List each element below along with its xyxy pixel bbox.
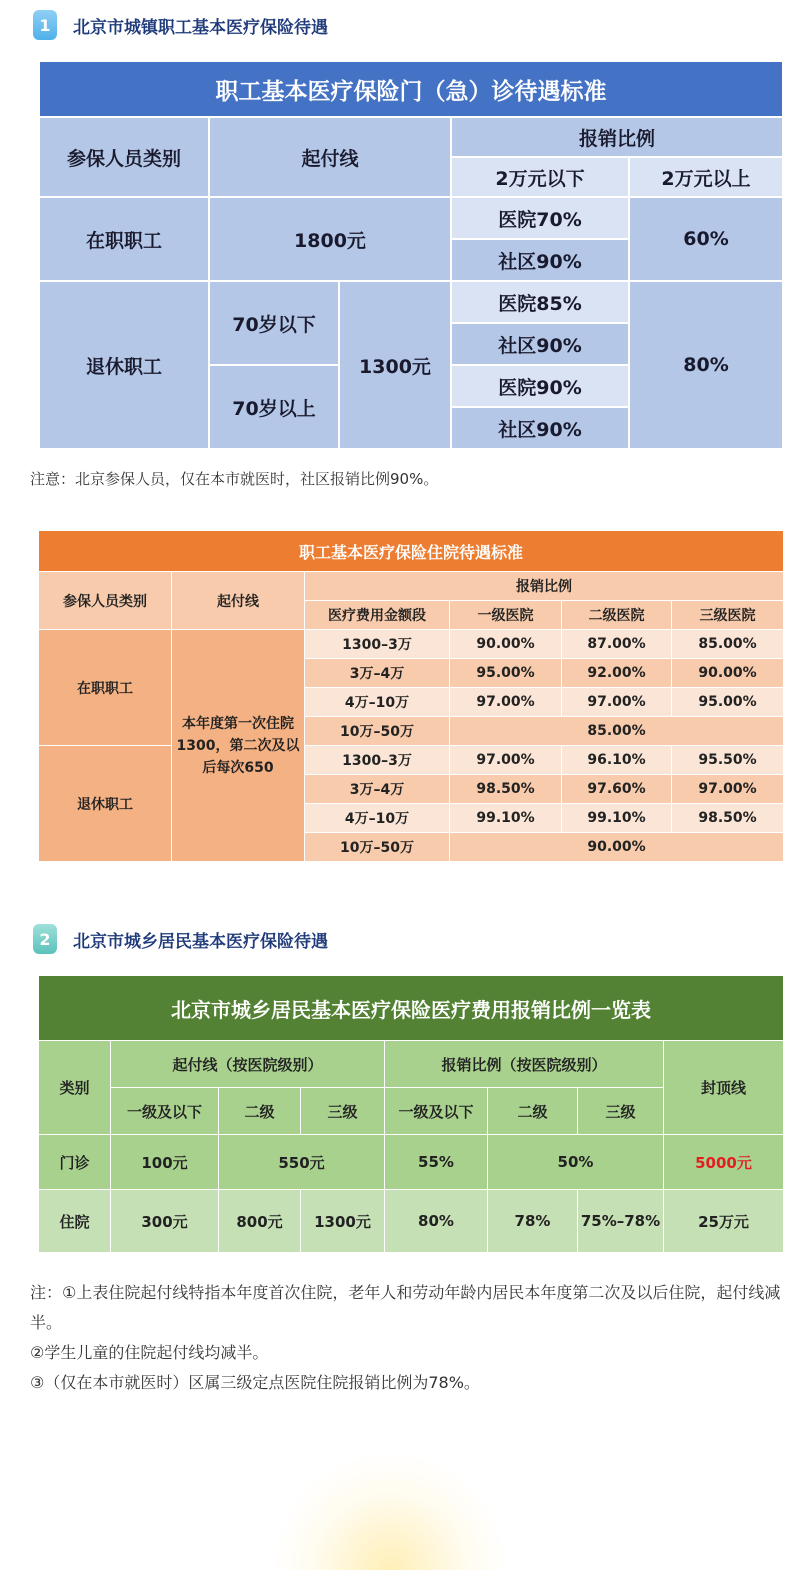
header-ratio: 报销比例 bbox=[451, 117, 783, 157]
header-above-20k: 2万元以上 bbox=[629, 157, 783, 197]
header-deductible: 起付线 bbox=[172, 572, 305, 630]
note-text: 注意：北京参保人员，仅在本市就医时，社区报销比例90%。 bbox=[30, 470, 439, 488]
table-cell: 4万–10万 bbox=[305, 688, 450, 717]
table-cell: 3万–4万 bbox=[305, 659, 450, 688]
header-category: 参保人员类别 bbox=[39, 572, 172, 630]
employed-community-ratio: 社区90% bbox=[451, 239, 629, 281]
retired-over-70: 70岁以上 bbox=[209, 365, 339, 449]
table-cell: 300元 bbox=[111, 1190, 219, 1253]
header-level-2: 二级 bbox=[219, 1088, 301, 1135]
header-type: 类别 bbox=[39, 1041, 111, 1135]
table-cell: 90.00% bbox=[450, 833, 784, 862]
footnote-2: ②学生儿童的住院起付线均减半。 bbox=[30, 1343, 269, 1362]
header-ratio: 报销比例（按医院级别） bbox=[385, 1041, 664, 1088]
table-cell: 85.00% bbox=[450, 717, 784, 746]
section-number-badge: 1 bbox=[33, 10, 57, 40]
table-cell: 85.00% bbox=[672, 630, 784, 659]
table-cell: 95.50% bbox=[672, 746, 784, 775]
retired-ratio-3: 医院90% bbox=[451, 365, 629, 407]
header-level-1: 一级及以下 bbox=[385, 1088, 488, 1135]
table-cell: 10万–50万 bbox=[305, 833, 450, 862]
table-cell: 1300–3万 bbox=[305, 630, 450, 659]
section-1-header bbox=[33, 8, 328, 42]
decorative-glow bbox=[270, 1450, 510, 1570]
table-cell: 99.10% bbox=[450, 804, 562, 833]
header-range: 医疗费用金额段 bbox=[305, 601, 450, 630]
header-deductible: 起付线（按医院级别） bbox=[111, 1041, 385, 1088]
header-level-3: 三级 bbox=[578, 1088, 664, 1135]
table-cell: 87.00% bbox=[562, 630, 672, 659]
footnote-3: ③（仅在本市就医时）区属三级定点医院住院报销比例为78%。 bbox=[30, 1373, 480, 1392]
table-cell: 80% bbox=[385, 1190, 488, 1253]
table-cell: 97.00% bbox=[562, 688, 672, 717]
employed-deductible: 1800元 bbox=[209, 197, 451, 281]
retired-ratio-4: 社区90% bbox=[451, 407, 629, 449]
employed-hospital-ratio: 医院70% bbox=[451, 197, 629, 239]
table-cell: 10万–50万 bbox=[305, 717, 450, 746]
footnotes bbox=[30, 1278, 792, 1398]
section-number-badge: 2 bbox=[33, 924, 57, 954]
table-cell: 1300元 bbox=[301, 1190, 385, 1253]
header-category: 参保人员类别 bbox=[39, 117, 209, 197]
footnote-1: 注：①上表住院起付线特指本年度首次住院，老年人和劳动年龄内居民本年度第二次及以后住院，起付线减半。 bbox=[30, 1283, 781, 1332]
table-cell: 100元 bbox=[111, 1135, 219, 1190]
employed-label: 在职职工 bbox=[39, 197, 209, 281]
section-title: 北京市城镇职工基本医疗保险待遇 bbox=[73, 17, 328, 38]
table-cell: 98.50% bbox=[672, 804, 784, 833]
table-cell: 55% bbox=[385, 1135, 488, 1190]
table-cell: 550元 bbox=[219, 1135, 385, 1190]
header-level-2: 二级医院 bbox=[562, 601, 672, 630]
table-cell: 4万–10万 bbox=[305, 804, 450, 833]
table-cell: 3万–4万 bbox=[305, 775, 450, 804]
table-cell: 96.10% bbox=[562, 746, 672, 775]
employed-label: 在职职工 bbox=[39, 630, 172, 746]
employed-above-ratio: 60% bbox=[629, 197, 783, 281]
retired-above-ratio: 80% bbox=[629, 281, 783, 449]
retired-ratio-1: 医院85% bbox=[451, 281, 629, 323]
header-level-1: 一级医院 bbox=[450, 601, 562, 630]
retired-label: 退休职工 bbox=[39, 746, 172, 862]
resident-insurance-table bbox=[38, 975, 784, 1253]
inpatient-benefits-table bbox=[38, 530, 784, 862]
outpatient-benefits-table bbox=[38, 60, 784, 450]
table-cell: 90.00% bbox=[672, 659, 784, 688]
table-caption: 北京市城乡居民基本医疗保险医疗费用报销比例一览表 bbox=[39, 976, 784, 1041]
table-cell: 95.00% bbox=[450, 659, 562, 688]
table-cell: 800元 bbox=[219, 1190, 301, 1253]
header-level-1: 一级及以下 bbox=[111, 1088, 219, 1135]
header-level-2: 二级 bbox=[488, 1088, 578, 1135]
retired-deductible: 1300元 bbox=[339, 281, 451, 449]
retired-label: 退休职工 bbox=[39, 281, 209, 449]
table-cell: 98.50% bbox=[450, 775, 562, 804]
inpatient-deductible: 本年度第一次住院1300，第二次及以后每次650 bbox=[172, 630, 305, 862]
header-cap: 封顶线 bbox=[664, 1041, 784, 1135]
inpatient-cap: 25万元 bbox=[664, 1190, 784, 1253]
table-cell: 90.00% bbox=[450, 630, 562, 659]
outpatient-label: 门诊 bbox=[39, 1135, 111, 1190]
retired-under-70: 70岁以下 bbox=[209, 281, 339, 365]
table-cell: 1300–3万 bbox=[305, 746, 450, 775]
retired-ratio-2: 社区90% bbox=[451, 323, 629, 365]
table-cell: 92.00% bbox=[562, 659, 672, 688]
table-cell: 50% bbox=[488, 1135, 664, 1190]
header-level-3: 三级医院 bbox=[672, 601, 784, 630]
table-cell: 97.00% bbox=[450, 746, 562, 775]
table-cell: 75%–78% bbox=[578, 1190, 664, 1253]
table-caption: 职工基本医疗保险住院待遇标准 bbox=[39, 531, 784, 572]
table-cell: 97.00% bbox=[672, 775, 784, 804]
table-cell: 97.00% bbox=[450, 688, 562, 717]
section-2-header bbox=[33, 922, 328, 956]
header-deductible: 起付线 bbox=[209, 117, 451, 197]
table-caption: 职工基本医疗保险门（急）诊待遇标准 bbox=[39, 61, 783, 117]
table-cell: 97.60% bbox=[562, 775, 672, 804]
outpatient-cap: 5000元 bbox=[664, 1135, 784, 1190]
table-cell: 99.10% bbox=[562, 804, 672, 833]
header-level-3: 三级 bbox=[301, 1088, 385, 1135]
table-cell: 95.00% bbox=[672, 688, 784, 717]
header-ratio: 报销比例 bbox=[305, 572, 784, 601]
table-cell: 78% bbox=[488, 1190, 578, 1253]
header-below-20k: 2万元以下 bbox=[451, 157, 629, 197]
section-title: 北京市城乡居民基本医疗保险待遇 bbox=[73, 931, 328, 952]
inpatient-label: 住院 bbox=[39, 1190, 111, 1253]
